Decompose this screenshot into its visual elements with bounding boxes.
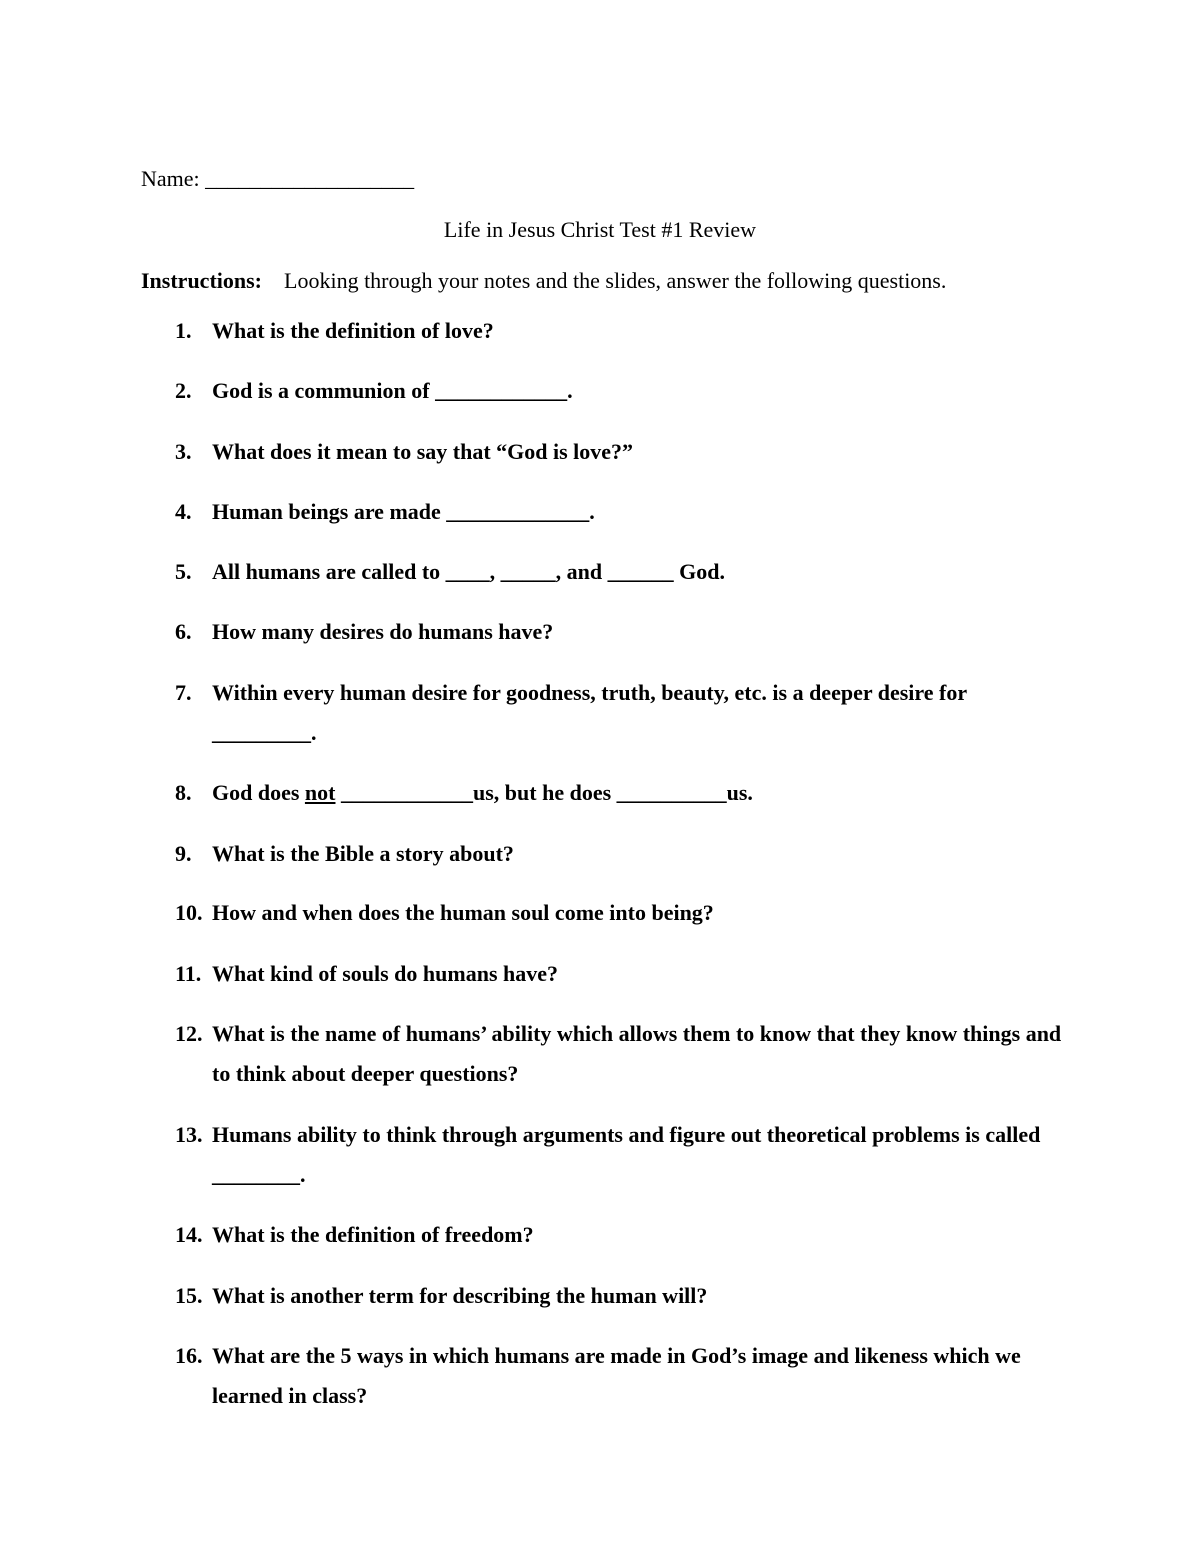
question-text: God is a communion of ____________. xyxy=(212,378,573,403)
question-text: Human beings are made _____________. xyxy=(212,499,595,524)
name-field-line: Name: ___________________ xyxy=(141,166,415,191)
question-text: What are the 5 ways in which humans are made in God’s image and likeness which we learned in class? xyxy=(212,1343,1021,1408)
question-text: What is the Bible a story about? xyxy=(212,841,514,866)
question-number: 4. xyxy=(175,499,192,524)
question-text: Humans ability to think through arguments and figure out theoretical problems is called ________. xyxy=(212,1122,1041,1187)
question-text: How and when does the human soul come into being? xyxy=(212,900,714,925)
question-text-part: God does xyxy=(212,780,305,805)
question-number: 12. xyxy=(175,1021,203,1046)
question-number: 16. xyxy=(175,1343,203,1368)
question-number: 5. xyxy=(175,559,192,584)
instructions-spacer xyxy=(268,268,279,293)
question-text: What does it mean to say that “God is love?” xyxy=(212,439,634,464)
question-text: What is the definition of freedom? xyxy=(212,1222,534,1247)
question-number: 6. xyxy=(175,619,192,644)
question-number: 10. xyxy=(175,900,203,925)
instructions-label: Instructions: xyxy=(141,268,263,293)
question-text: What kind of souls do humans have? xyxy=(212,961,559,986)
question-number: 13. xyxy=(175,1122,203,1147)
question-text-part: ____________us, but he does __________us. xyxy=(335,780,753,805)
question-text: What is the name of humans’ ability which allows them to know that they know things and to think about deeper questions? xyxy=(212,1021,1062,1086)
question-number: 9. xyxy=(175,841,192,866)
question-text: How many desires do humans have? xyxy=(212,619,554,644)
question-number: 2. xyxy=(175,378,192,403)
question-number: 14. xyxy=(175,1222,203,1247)
page-title: Life in Jesus Christ Test #1 Review xyxy=(443,217,757,242)
question-text: Within every human desire for goodness, truth, beauty, etc. is a deeper desire for _________. xyxy=(212,680,967,745)
question-number: 15. xyxy=(175,1283,203,1308)
question-text xyxy=(212,773,1062,813)
question-text: What is the definition of love? xyxy=(212,318,494,343)
question-number: 7. xyxy=(175,680,192,705)
question-number: 1. xyxy=(175,318,192,343)
instructions-text: Looking through your notes and the slides, answer the following questions. xyxy=(284,268,947,293)
question-text: What is another term for describing the human will? xyxy=(212,1283,708,1308)
question-number: 3. xyxy=(175,439,192,464)
question-number: 8. xyxy=(175,780,192,805)
underlined-word: not xyxy=(304,780,336,805)
question-text: All humans are called to ____, _____, and ______ God. xyxy=(212,559,725,584)
instructions xyxy=(141,268,946,294)
question-number: 11. xyxy=(175,961,202,986)
